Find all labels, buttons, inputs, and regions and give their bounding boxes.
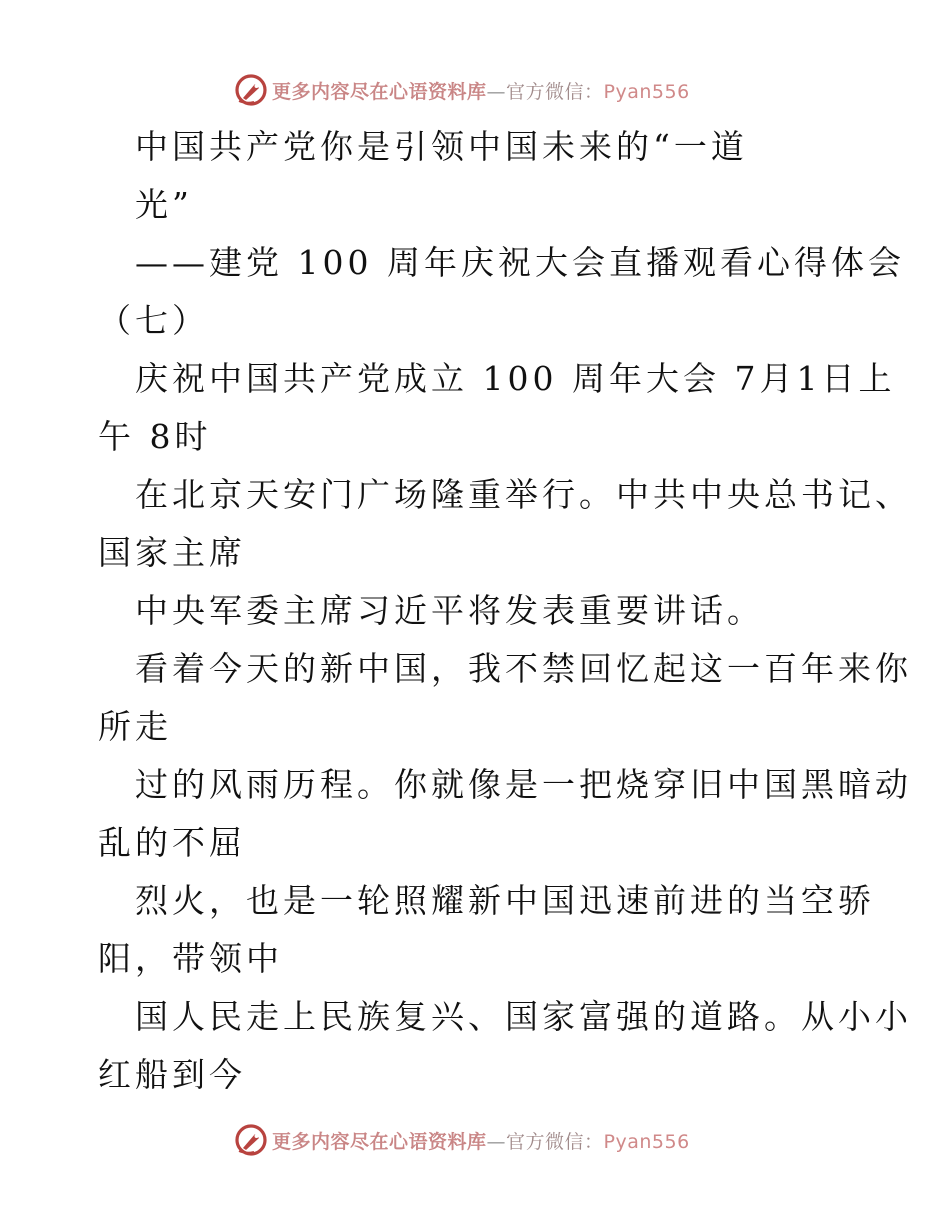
watermark-lead: 更多内容尽在心语资料库 [272,1130,487,1153]
text-line: 在北京天安门广场隆重举行。中共中央总书记、 [135,475,912,514]
watermark-id: Pyan556 [603,1130,690,1153]
watermark-tail: 官方微信： [506,1130,604,1153]
text-line: ——建党 100 周年庆祝大会直播观看心得体会 [135,243,905,282]
pen-nib-circle-logo-icon [234,73,268,107]
text-line: 午 8时 [98,417,212,456]
text-line: 中国共产党你是引领中国未来的“一道 [135,127,748,166]
watermark-footer [234,1122,690,1158]
text-line: 乱的不屈 [98,823,246,862]
text-line: 阳，带领中 [98,939,283,978]
text-line: 中央军委主席习近平将发表重要讲话。 [135,591,764,630]
watermark-dash: — [486,80,507,103]
text-line: 过的风雨历程。你就像是一把烧穿旧中国黑暗动 [135,765,912,804]
watermark-text [272,77,690,104]
text-line: 光” [135,185,193,224]
text-line: 看着今天的新中国，我不禁回忆起这一百年来你 [135,649,912,688]
watermark-id: Pyan556 [603,80,690,103]
text-line: （七） [98,301,209,340]
document-body [98,118,912,1104]
text-line: 所走 [98,707,172,746]
text-line: 国人民走上民族复兴、国家富强的道路。从小小 [135,997,912,1036]
watermark-dash: — [486,1130,507,1153]
watermark-header [234,72,690,108]
text-line: 国家主席 [98,533,246,572]
watermark-tail: 官方微信： [506,80,604,103]
text-line: 烈火，也是一轮照耀新中国迅速前进的当空骄 [135,881,875,920]
text-line: 庆祝中国共产党成立 100 周年大会 7月1日上 [135,359,896,398]
pen-nib-circle-logo-icon [234,1123,268,1157]
watermark-lead: 更多内容尽在心语资料库 [272,80,487,103]
text-line: 红船到今 [98,1055,246,1094]
watermark-text [272,1127,690,1154]
